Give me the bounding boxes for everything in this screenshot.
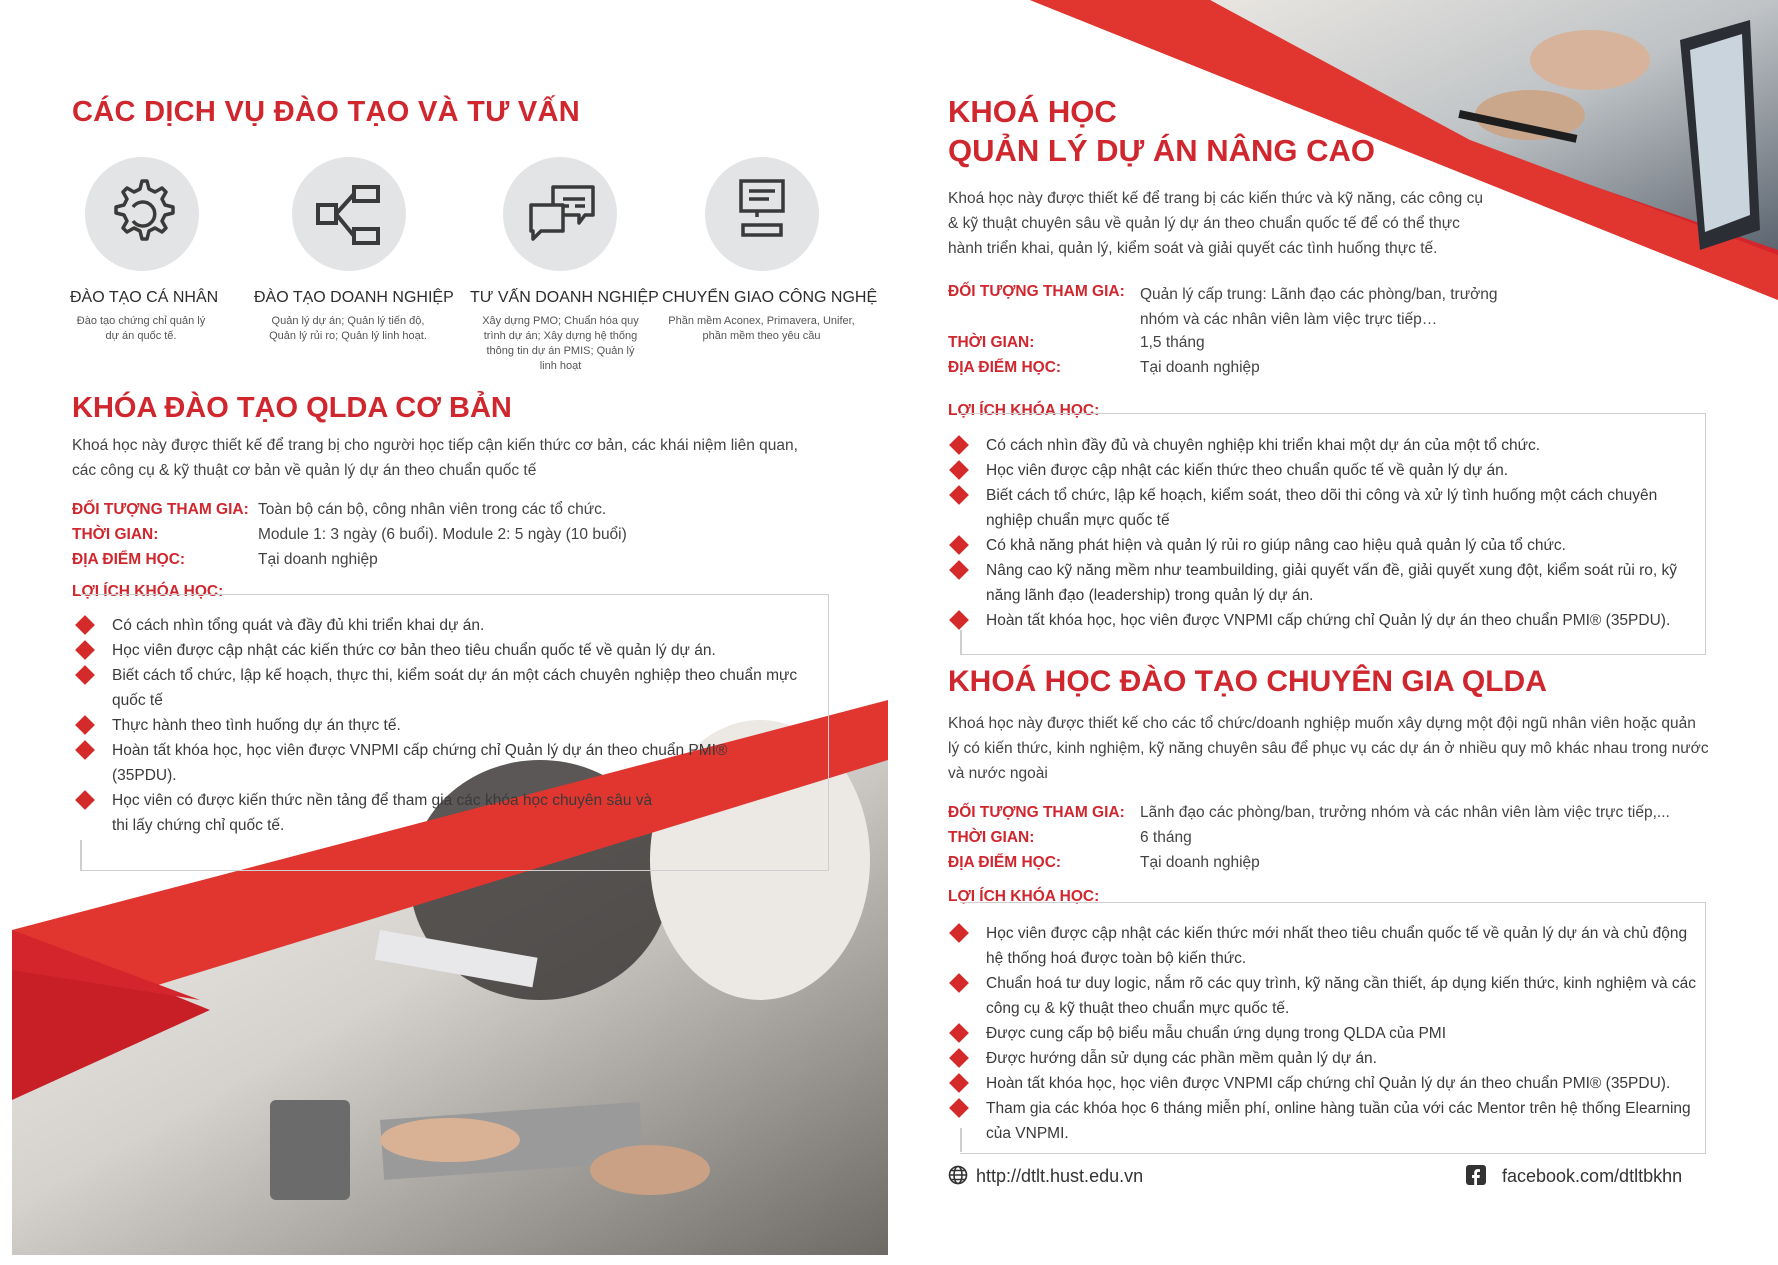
basic-benefits-list — [76, 613, 798, 838]
advanced-course-heading — [948, 92, 1375, 170]
benefit-text: Hoàn tất khóa học, học viên được VNPMI cấp chứng chỉ Quản lý dự án theo chuẩn PMI® (35PDU). — [112, 742, 728, 784]
diamond-bullet-icon — [949, 435, 969, 455]
basic-time-label: THỜI GIAN: — [72, 526, 159, 543]
basic-audience-label: ĐỐI TƯỢNG THAM GIA: — [72, 501, 249, 518]
service-circle-technology — [705, 157, 819, 271]
basic-benefits-label: LỢI ÍCH KHÓA HỌC: — [72, 583, 224, 600]
gear-icon — [85, 157, 199, 271]
list-item — [950, 971, 1705, 1021]
list-item — [950, 921, 1705, 971]
advanced-heading-line1: KHOÁ HỌC — [948, 94, 1117, 129]
service-title: ĐÀO TẠO CÁ NHÂN — [70, 289, 219, 306]
basic-course-intro: Khoá học này được thiết kế để trang bị cho người học tiếp cận kiến thức cơ bản, các khái niệm liên quan, các công cụ & kỹ thuật cơ bản về quản lý dự án theo chuẩn quốc tế — [72, 437, 798, 479]
service-title: CHUYỂN GIAO CÔNG NGHỆ — [662, 289, 878, 306]
benefit-text: Có khả năng phát hiện và quản lý rủi ro giúp nâng cao hiệu quả quản lý của tổ chức. — [986, 537, 1566, 554]
expert-audience-value: Lãnh đạo các phòng/ban, trưởng nhóm và các nhân viên làm việc trực tiếp,... — [1140, 804, 1670, 821]
list-item — [950, 1071, 1705, 1096]
benefit-text: Thực hành theo tình huống dự án thực tế. — [112, 717, 401, 734]
advanced-benefits-label: LỢI ÍCH KHÓA HỌC: — [948, 402, 1100, 419]
service-desc: Phần mềm Aconex, Primavera, Unifer, phần mềm theo yêu cầu — [668, 315, 855, 342]
list-item — [76, 713, 776, 738]
facebook-icon — [1466, 1165, 1486, 1185]
facebook-link[interactable] — [1466, 1165, 1682, 1187]
diamond-bullet-icon — [949, 460, 969, 480]
services-heading: CÁC DỊCH VỤ ĐÀO TẠO VÀ TƯ VẤN — [72, 96, 581, 128]
expert-place-value: Tại doanh nghiệp — [1140, 854, 1260, 871]
benefit-text: Chuẩn hoá tư duy logic, nắm rõ các quy trình, kỹ năng cần thiết, áp dụng kiến thức, kinh nghiệm và các công cụ & kỹ thuật theo chuẩn mực quốc tế. — [986, 975, 1697, 1017]
list-item — [76, 613, 776, 638]
diamond-bullet-icon — [949, 560, 969, 580]
expert-time-label: THỜI GIAN: — [948, 829, 1035, 846]
diamond-bullet-icon — [75, 640, 95, 660]
advanced-benefits-list — [950, 433, 1700, 633]
diamond-bullet-icon — [949, 1023, 969, 1043]
diamond-bullet-icon — [75, 665, 95, 685]
benefit-text: Hoàn tất khóa học, học viên được VNPMI cấp chứng chỉ Quản lý dự án theo chuẩn PMI® (35PDU). — [986, 1075, 1671, 1092]
benefit-text: Học viên được cập nhật các kiến thức theo chuẩn quốc tế về quản lý dự án. — [986, 462, 1509, 479]
globe-icon — [948, 1165, 968, 1185]
chat-bubbles-icon — [503, 157, 617, 271]
benefit-text: Có cách nhìn đầy đủ và chuyên nghiệp khi triển khai một dự án của một tổ chức. — [986, 437, 1541, 454]
expert-course-intro: Khoá học này được thiết kế cho các tổ chức/doanh nghiệp muốn xây dựng một đội ngũ nhân viên hoặc quản lý có kiến thức, kinh nghiệm, kỹ năng chuyên sâu để phục vụ các dự án ở nhiều quy mô khác nhau trong nước và nước ngoài — [948, 715, 1709, 782]
basic-time-value: Module 1: 3 ngày (6 buổi). Module 2: 5 ngày (10 buổi) — [258, 526, 627, 543]
list-item — [950, 483, 1700, 533]
list-item — [950, 533, 1700, 558]
list-item — [76, 663, 812, 713]
advanced-heading-line2: QUẢN LÝ DỰ ÁN NÂNG CAO — [948, 133, 1375, 168]
service-desc: Đào tạo chứng chỉ quản lý dự án quốc tế. — [76, 315, 206, 342]
diamond-bullet-icon — [949, 923, 969, 943]
benefit-text: Có cách nhìn tổng quát và đầy đủ khi triển khai dự án. — [112, 617, 485, 634]
diamond-bullet-icon — [75, 715, 95, 735]
list-item — [950, 1021, 1705, 1046]
advanced-audience-label: ĐỐI TƯỢNG THAM GIA: — [948, 283, 1125, 300]
expert-audience-label: ĐỐI TƯỢNG THAM GIA: — [948, 804, 1125, 821]
benefit-text: Tham gia các khóa học 6 tháng miễn phí, online hàng tuần của với các Mentor trên hệ thống Elearning của VNPMI. — [986, 1100, 1691, 1142]
diamond-bullet-icon — [949, 610, 969, 630]
advanced-audience-value: Quản lý cấp trung: Lãnh đạo các phòng/ban, trưởng nhóm và các nhân viên làm việc trực tiếp… — [1140, 286, 1498, 328]
expert-place-label: ĐỊA ĐIỂM HỌC: — [948, 854, 1062, 871]
benefit-text: Hoàn tất khóa học, học viên được VNPMI cấp chứng chỉ Quản lý dự án theo chuẩn PMI® (35PDU). — [986, 612, 1671, 629]
website-text[interactable]: http://dtlt.hust.edu.vn — [976, 1166, 1144, 1186]
expert-time-value: 6 tháng — [1140, 829, 1192, 846]
service-desc: Xây dựng PMO; Chuẩn hóa quy trình dự án; Xây dựng hệ thống thông tin dự án PMIS; Quản lý linh hoạt — [482, 315, 639, 372]
service-circle-enterprise — [292, 157, 406, 271]
service-circle-individual — [85, 157, 199, 271]
service-title: TƯ VẤN DOANH NGHIỆP — [470, 289, 659, 306]
benefit-text: Nâng cao kỹ năng mềm như teambuilding, giải quyết vấn đề, giải quyết xung đột, kiểm soát rủi ro, kỹ năng lãnh đạo (leadership) trong quản lý dự án. — [986, 562, 1678, 604]
list-item — [76, 638, 776, 663]
expert-benefits-list — [950, 921, 1705, 1146]
list-item — [950, 458, 1700, 483]
list-item — [76, 788, 672, 838]
list-item — [950, 1096, 1705, 1146]
diamond-bullet-icon — [949, 1048, 969, 1068]
list-item — [950, 608, 1700, 633]
hierarchy-icon — [292, 157, 406, 271]
benefit-text: Học viên được cập nhật các kiến thức mới nhất theo tiêu chuẩn quốc tế về quản lý dự án và chủ động hệ thống hoá được toàn bộ kiến thức. — [986, 925, 1688, 967]
benefit-text: Học viên được cập nhật các kiến thức cơ bản theo tiêu chuẩn quốc tế về quản lý dự án. — [112, 642, 716, 659]
benefit-text: Học viên có được kiến thức nền tảng để tham gia các khóa học chuyên sâu và thi lấy chứng chỉ quốc tế. — [112, 792, 653, 834]
benefit-text: Được cung cấp bộ biểu mẫu chuẩn ứng dụng trong QLDA của PMI — [986, 1025, 1447, 1042]
document-icon — [705, 157, 819, 271]
basic-course-heading: KHÓA ĐÀO TẠO QLDA CƠ BẢN — [72, 392, 512, 424]
benefit-text: Biết cách tổ chức, lập kế hoạch, kiểm soát, theo dõi thi công và xử lý tình huống một cách chuyên nghiệp chuẩn mực quốc tế — [986, 487, 1658, 529]
advanced-time-value: 1,5 tháng — [1140, 334, 1205, 351]
list-item — [950, 433, 1700, 458]
expert-course-heading: KHOÁ HỌC ĐÀO TẠO CHUYÊN GIA QLDA — [948, 665, 1547, 698]
service-title: ĐÀO TẠO DOANH NGHIỆP — [254, 289, 454, 306]
basic-benefits-box-left — [80, 840, 82, 870]
diamond-bullet-icon — [75, 740, 95, 760]
advanced-benefits-box-left — [960, 630, 962, 654]
basic-audience-value: Toàn bộ cán bộ, công nhân viên trong các tổ chức. — [258, 501, 607, 518]
diamond-bullet-icon — [949, 535, 969, 555]
list-item — [950, 558, 1700, 608]
basic-place-label: ĐỊA ĐIỂM HỌC: — [72, 551, 186, 568]
diamond-bullet-icon — [75, 790, 95, 810]
advanced-time-label: THỜI GIAN: — [948, 334, 1035, 351]
advanced-course-intro: Khoá học này được thiết kế để trang bị các kiến thức và kỹ năng, các công cụ & kỹ thuật chuyên sâu về quản lý dự án theo chuẩn quốc tế để có thể thực hành triển khai, quản lý, kiểm soát và giải quyết các tình huống thực tế. — [948, 190, 1483, 257]
benefit-text: Được hướng dẫn sử dụng các phần mềm quản lý dự án. — [986, 1050, 1377, 1067]
diamond-bullet-icon — [75, 615, 95, 635]
diamond-bullet-icon — [949, 1098, 969, 1118]
list-item — [76, 738, 792, 788]
diamond-bullet-icon — [949, 485, 969, 505]
list-item — [950, 1046, 1705, 1071]
expert-benefits-label: LỢI ÍCH KHÓA HỌC: — [948, 888, 1100, 905]
facebook-text[interactable]: facebook.com/dtltbkhn — [1502, 1166, 1683, 1186]
diamond-bullet-icon — [949, 1073, 969, 1093]
advanced-place-value: Tại doanh nghiệp — [1140, 359, 1260, 376]
benefit-text: Biết cách tổ chức, lập kế hoạch, thực thi, kiểm soát dự án một cách chuyên nghiệp theo chuẩn mực quốc tế — [112, 667, 798, 709]
website-link[interactable] — [948, 1165, 1143, 1187]
service-desc: Quản lý dự án; Quản lý tiến độ, Quản lý rủi ro; Quản lý linh hoạt. — [269, 315, 427, 342]
basic-place-value: Tại doanh nghiệp — [258, 551, 378, 568]
advanced-place-label: ĐỊA ĐIỂM HỌC: — [948, 359, 1062, 376]
service-circle-consulting — [503, 157, 617, 271]
diamond-bullet-icon — [949, 973, 969, 993]
